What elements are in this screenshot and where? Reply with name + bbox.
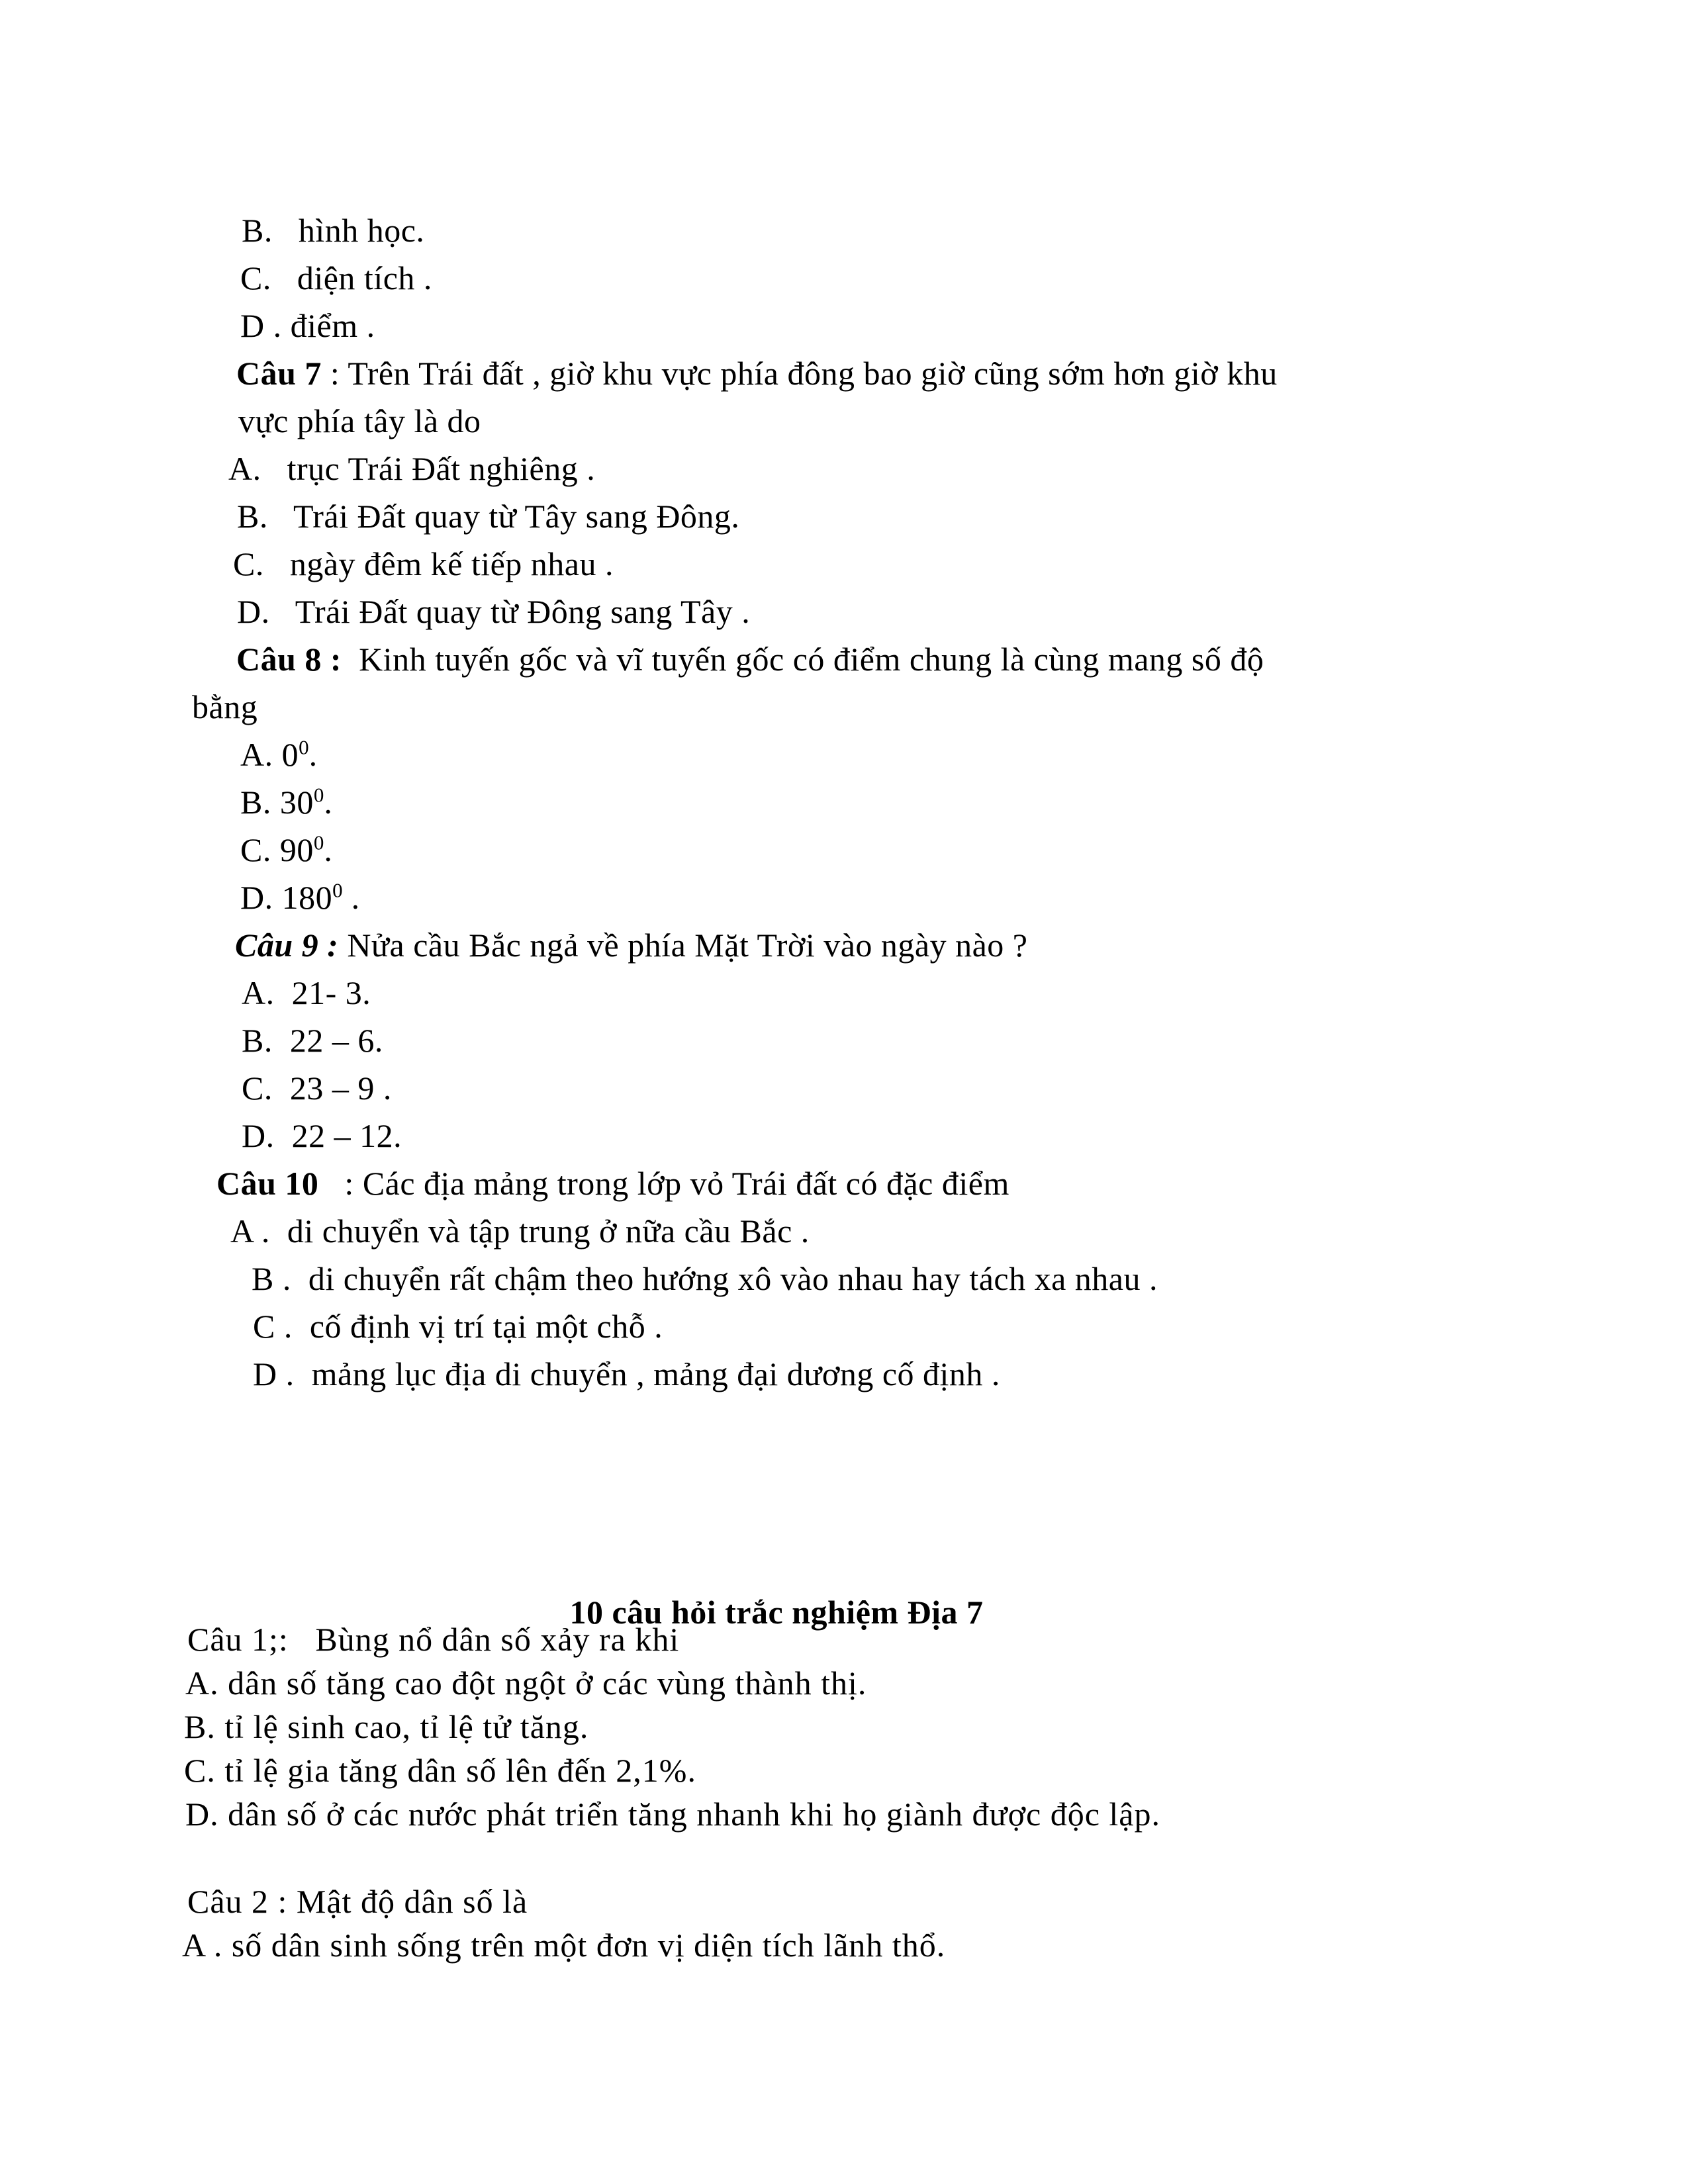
q9-option-a: A. 21- 3. <box>242 974 371 1011</box>
question-7: Câu 7 : Trên Trái đất , giờ khu vực phía đông bao giờ cũng sớm hơn giờ khu <box>236 355 1278 392</box>
q9-option-c: C. 23 – 9 . <box>242 1069 392 1107</box>
quiz-section-dia6 <box>0 206 1688 1398</box>
q7-option-a: A. trục Trái Đất nghiêng . <box>228 450 596 487</box>
question-7-continuation: vực phía tây là do <box>238 402 481 439</box>
question-2: Câu 2 : Mật độ dân số là <box>187 1883 528 1920</box>
q8-option-c: C. $90^0$. <box>240 831 333 868</box>
question-8: Câu 8 : Kinh tuyến gốc và vĩ tuyến gốc có điểm chung là cùng mang số độ <box>236 641 1264 678</box>
q9-option-d: D. 22 – 12. <box>242 1117 402 1154</box>
question-8-continuation: bằng <box>192 688 258 725</box>
q1-option-b: B. tỉ lệ sinh cao, tỉ lệ tử tăng. <box>184 1708 589 1745</box>
q1-option-d: D. dân số ở các nước phát triển tăng nhanh khi họ giành được độc lập. <box>185 1796 1160 1833</box>
question-10: Câu 10 : Các địa mảng trong lớp vỏ Trái đất có đặc điểm <box>216 1165 1009 1202</box>
q10-option-b: B . di chuyển rất chậm theo hướng xô vào nhau hay tách xa nhau . <box>252 1260 1158 1297</box>
q8-option-a: A. $0^0$. <box>240 735 318 773</box>
q8-option-d: D. $180^0$ . <box>240 878 360 916</box>
question-1: Câu 1;: Bùng nổ dân số xảy ra khi <box>187 1621 680 1658</box>
q6-option-b: B. hình học. <box>242 212 425 249</box>
q7-option-c: C. ngày đêm kế tiếp nhau . <box>233 545 614 582</box>
q10-option-d: D . mảng lục địa di chuyển , mảng đại dương cố định . <box>253 1355 1000 1392</box>
q9-option-b: B. 22 – 6. <box>242 1022 383 1059</box>
q7-option-b: B. Trái Đất quay từ Tây sang Đông. <box>237 498 740 535</box>
q10-option-a: A . di chuyển và tập trung ở nữa cầu Bắc . <box>230 1212 810 1250</box>
q6-option-d: D . điểm . <box>240 307 375 344</box>
q10-option-c: C . cố định vị trí tại một chỗ . <box>253 1308 663 1345</box>
q2-option-a: A . số dân sinh sống trên một đơn vị diện tích lãnh thổ. <box>182 1927 946 1964</box>
blank-line <box>0 1836 1688 1880</box>
quiz-section-dia7 <box>0 1617 1688 1967</box>
quiz-title-dia7: 10 câu hỏi trắc nghiệm Địa 7 <box>569 1593 984 1631</box>
q1-option-c: C. tỉ lệ gia tăng dân số lên đến 2,1%. <box>184 1752 696 1789</box>
question-9: Câu 9 : Nửa cầu Bắc ngả về phía Mặt Trời vào ngày nào ? <box>235 927 1028 964</box>
q1-option-a: A. dân số tăng cao đột ngột ở các vùng thành thị. <box>185 1664 867 1702</box>
q7-option-d: D. Trái Đất quay từ Đông sang Tây . <box>237 593 751 630</box>
q8-option-b: B. $30^0$. <box>240 783 333 821</box>
q6-option-c: C. diện tích . <box>240 259 432 296</box>
